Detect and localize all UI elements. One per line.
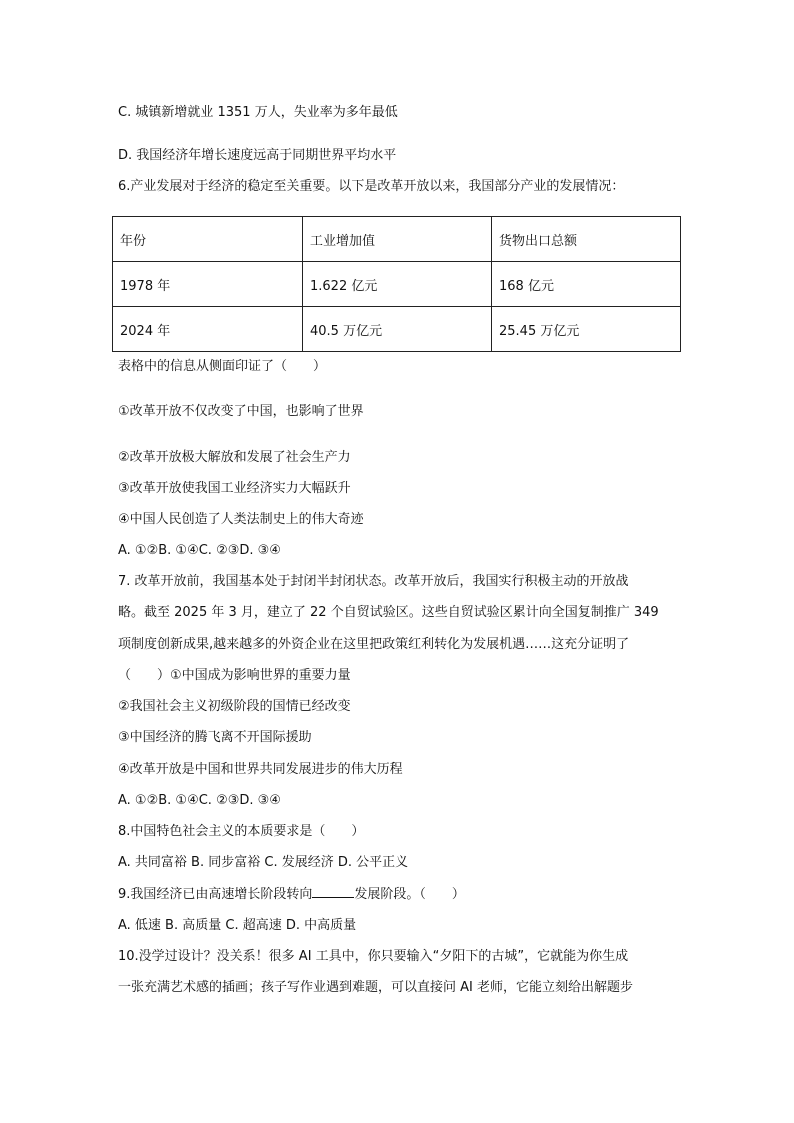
q6-option-1: ①改革开放不仅改变了中国，也影响了世界: [118, 404, 364, 419]
table-cell: 1978 年: [113, 262, 303, 307]
q9-stem: [118, 885, 465, 904]
q7-line-2: 略。截至 2025 年 3 月，建立了 22 个自贸试验区。这些自贸试验区累计向全国复制推广 349: [118, 605, 659, 620]
q7-line-4: （ ）①中国成为影响世界的重要力量: [118, 668, 351, 683]
table-cell: 2024 年: [113, 307, 303, 352]
q6-option-2: ②改革开放极大解放和发展了社会生产力: [118, 450, 351, 465]
q6-question: 表格中的信息从侧面印证了（ ）: [118, 359, 327, 374]
q6-option-3: ③改革开放使我国工业经济实力大幅跃升: [118, 481, 351, 496]
q9-stem-before: 9.我国经济已由高速增长阶段转向: [118, 887, 313, 902]
table-header-row: [113, 217, 681, 262]
q7-option-2: ②我国社会主义初级阶段的国情已经改变: [118, 699, 351, 714]
q7-line-3: 项制度创新成果,越来越多的外资企业在这里把政策红利转化为发展机遇……这充分证明了: [118, 637, 630, 652]
data-table: [112, 216, 681, 352]
table-cell: 168 亿元: [492, 262, 681, 307]
q7-answers: A. ①②B. ①④C. ②③D. ③④: [118, 793, 281, 808]
q9-stem-after: 发展阶段。（ ）: [354, 887, 465, 902]
q8-stem: 8.中国特色社会主义的本质要求是（ ）: [118, 824, 365, 839]
q8-answers: A. 共同富裕 B. 同步富裕 C. 发展经济 D. 公平正义: [118, 855, 409, 870]
table-cell: 40.5 万亿元: [303, 307, 492, 352]
table-cell: 1.622 亿元: [303, 262, 492, 307]
q7-line-1: 7. 改革开放前，我国基本处于封闭半封闭状态。改革开放后，我国实行积极主动的开放战: [118, 574, 629, 589]
q9-answers: A. 低速 B. 高质量 C. 超高速 D. 中高质量: [118, 918, 357, 933]
table-row: [113, 307, 681, 352]
q6-stem: 6.产业发展对于经济的稳定至关重要。以下是改革开放以来，我国部分产业的发展情况：: [118, 179, 625, 194]
table-header-cell: 年份: [113, 217, 303, 262]
table-header-cell: 货物出口总额: [492, 217, 681, 262]
q10-line-1: 10.没学过设计？没关系！很多 AI 工具中，你只要输入“夕阳下的古城”，它就能为你生成: [118, 949, 629, 964]
q7-option-4: ④改革开放是中国和世界共同发展进步的伟大历程: [118, 762, 403, 777]
table-header-cell: 工业增加值: [303, 217, 492, 262]
option-c: C. 城镇新增就业 1351 万人，失业率为多年最低: [118, 105, 398, 120]
q7-option-3: ③中国经济的腾飞离不开国际援助: [118, 730, 312, 745]
q10-line-2: 一张充满艺术感的插画；孩子写作业遇到难题，可以直接问 AI 老师，它能立刻给出解题步: [118, 980, 633, 995]
option-d: D. 我国经济年增长速度远高于同期世界平均水平: [118, 148, 397, 163]
table-row: [113, 262, 681, 307]
q6-answers: A. ①②B. ①④C. ②③D. ③④: [118, 543, 281, 558]
table-cell: 25.45 万亿元: [492, 307, 681, 352]
answer-blank: [312, 885, 354, 898]
q6-option-4: ④中国人民创造了人类法制史上的伟大奇迹: [118, 512, 364, 527]
